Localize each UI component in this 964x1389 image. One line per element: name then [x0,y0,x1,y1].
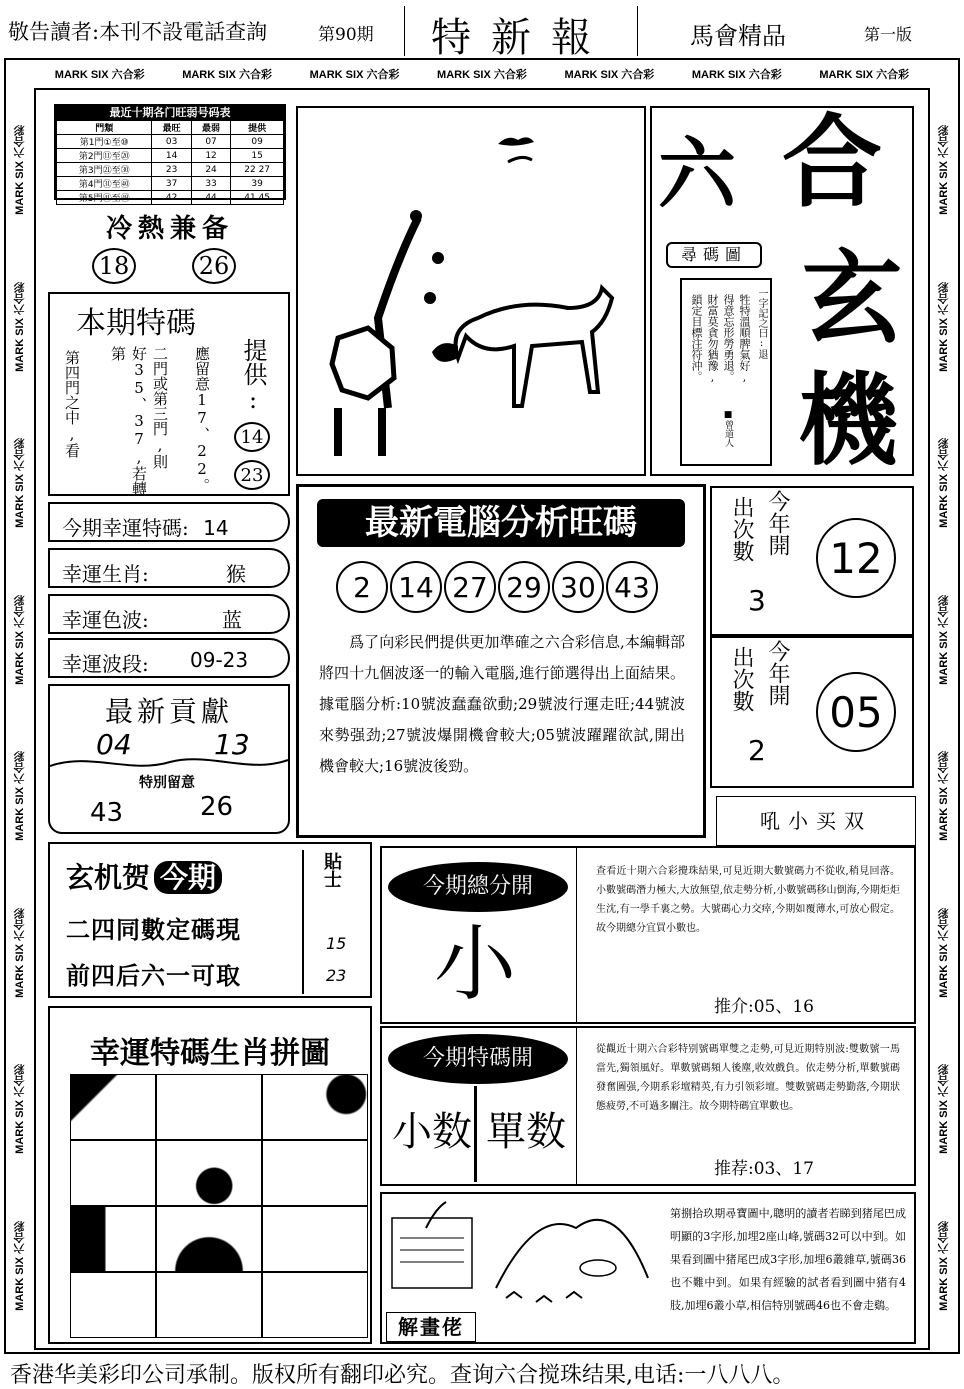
strip-text: MARK SIX 六合彩 [54,69,145,81]
solve-picture-label: 解畫佬 [386,1312,476,1342]
puzzle-tile [156,1272,262,1338]
year-count-a-count: 3 [748,584,766,617]
strip-text: MARK SIX 六合彩 [14,1220,26,1311]
frame-strip-right [932,92,956,1344]
scroll-line-4: 鎖定目標注符沖。 [690,294,703,382]
total-big-char: 小 [434,917,517,1012]
computer-ball: 30 [552,561,604,613]
strip-text: MARK SIX 六合彩 [564,69,655,81]
puzzle-tile [156,1140,262,1206]
lucky-zodiac-row [48,548,290,588]
strip-text: MARK SIX 六合彩 [14,281,26,372]
lucky-range-row [48,638,290,678]
issue-number: 第90期 [318,25,374,45]
strip-text: MARK SIX 六合彩 [938,594,950,685]
year-count-b-number: 05 [816,672,896,752]
table-header: 門類 [57,121,152,135]
year-count-b-count: 2 [748,734,766,767]
total-recommend: 推介:05、16 [714,997,814,1017]
goat-illustration-icon [298,108,644,474]
special-code-title: 本期特碼 [76,306,196,341]
year-count-a-col1: 出次數 [729,496,754,562]
big-char-ji: 機 [798,361,898,479]
special-code-provide: 提供: [239,338,267,414]
year-count-box-b [710,636,914,788]
strip-text: MARK SIX 六合彩 [14,438,26,529]
special-code-box [48,292,290,496]
contribution-box [48,684,290,834]
footer-text: 香港华美彩印公司承制。版权所有翻印必究。查询六合搅珠结果,电话:一八八八。 [10,1363,795,1388]
edition-label: 第一版 [864,25,913,44]
scroll-signature: ■曾道人 [723,410,733,447]
frame-strip-left [8,92,32,1344]
lucky-range-value: 09-23 [190,648,249,672]
special-code-col4: 應留意17、22。 [193,346,211,493]
table-header: 提供 [231,121,284,135]
strip-text: MARK SIX 六合彩 [182,69,273,81]
puzzle-tile [156,1206,262,1272]
lucky-color-label: 幸運色波: [62,608,149,632]
strip-text: MARK SIX 六合彩 [14,751,26,842]
xuanji-tip-number-1: 15 [326,934,347,953]
cold-hot-title: 冷熱兼备 [105,214,234,244]
scroll-line-1: 牲特溫順脾氣好, [738,294,751,384]
table-row: 第5門㊶至㊾ 42 44 41 45 [57,191,284,205]
lucky-number-row [48,502,290,542]
puzzle-tile [70,1206,156,1272]
contribution-number-4: 26 [200,792,234,822]
strip-text: MARK SIX 六合彩 [691,69,782,81]
xuanji-tip-number-2: 23 [326,966,347,985]
zodiac-puzzle-title: 幸運特碼生肖拼圖 [90,1036,330,1071]
special-code-col1: 第四門之中,看 [63,350,81,458]
xuanji-divider [302,850,304,994]
scroll-line-2: 得意忘形勞勇退。 [722,294,735,382]
xuanji-tip-label: 貼士 [321,852,342,888]
cold-hot-number-1: 18 [92,248,136,284]
strip-text: MARK SIX 六合彩 [14,1064,26,1155]
xuanji-box [48,842,372,998]
puzzle-tile [156,1074,262,1140]
special-code-col3: 二門或第三門,則 [151,346,169,469]
table-row: 第3門㉑至㉚ 23 24 22 27 [57,163,284,177]
special-code-number-2: 23 [234,460,270,490]
table-header: 最旺 [152,121,191,135]
table-row: 第4門㉛至㊵ 37 33 39 [57,177,284,191]
big-char-xuan: 玄 [802,239,902,357]
solve-picture-section [380,1192,916,1344]
computer-ball: 43 [606,561,658,613]
hot-cold-table-box [54,104,286,204]
puzzle-tile [262,1206,368,1272]
total-label: 今期總分開 [388,862,568,912]
special-open-divider [576,1028,577,1184]
hot-cold-table [56,120,284,205]
strip-text: MARK SIX 六合彩 [309,69,400,81]
puzzle-tile [262,1140,368,1206]
strip-text: MARK SIX 六合彩 [938,751,950,842]
scroll-title: 一字記之曰:退 [756,288,767,359]
wave-divider [50,752,288,774]
table-header: 最弱 [191,121,230,135]
special-open-recommend: 推荐:03、17 [714,1159,814,1179]
contribution-title: 最新貢獻 [104,695,233,728]
year-count-b-col2: 今年開 [765,640,790,706]
table-title: 最近十期各门旺弱号码表 [56,106,284,120]
special-code-col2: 好35、37,若轉第 [109,346,148,496]
total-divider [576,848,577,1022]
special-open-text: 從觀近十期六合彩特别號碼單雙之走勢,可見近期特別波:雙數號一馬當先,獨領風好。單數號碼頻人後塵,收效戲負。依走勢分析,單數號碼發奮圖强,今期系彩壇精英,有力引领彩壇。雙數號碼走勢勤落,今期狀態疲勞,不可過多關注。故今期特碼宜單數也。 [596,1044,900,1112]
header-bar [0,0,964,61]
computer-ball: 29 [498,561,550,613]
puzzle-tile [262,1074,368,1140]
xuanji-line-1: 二四同數定碼現 [66,915,241,944]
frame-strip-top [36,62,928,86]
computer-ball-row [335,561,675,613]
paper-title: 特新報 [404,6,638,56]
strip-text: MARK SIX 六合彩 [14,125,26,216]
lucky-number-value: 14 [203,516,229,540]
puzzle-tile [70,1074,156,1140]
cold-hot-number-2: 26 [192,248,236,284]
seek-code-label: 尋碼圖 [666,242,762,268]
special-open-big-1: 小数 [392,1109,472,1155]
lucky-zodiac-label: 幸運生肖: [62,562,149,586]
scroll-line-3: 財富莫貪勿猶豫, [706,294,719,384]
strip-text: MARK SIX 六合彩 [938,1220,950,1311]
lucky-color-value: 蓝 [222,608,242,632]
strip-text: MARK SIX 六合彩 [14,907,26,998]
year-count-a-col2: 今年開 [765,490,790,556]
special-open-label: 今期特碼開 [388,1034,568,1084]
strip-text: MARK SIX 六合彩 [14,594,26,685]
table-row: 第2門⑪至⑳ 14 12 15 [57,149,284,163]
goat-art-panel [296,106,646,476]
contribution-number-2: 13 [214,728,250,761]
special-attention-label: 特別留意 [139,775,195,791]
small-double-text: 吼小买双 [760,809,872,833]
year-count-box-a [710,486,914,636]
strip-text: MARK SIX 六合彩 [938,1064,950,1155]
reader-notice: 敬告讀者:本刊不設電話查詢 [8,20,268,44]
computer-analysis-box [296,484,706,838]
treasure-map-illustration-icon [386,1198,656,1308]
strip-text: MARK SIX 六合彩 [938,125,950,216]
zodiac-puzzle-box [48,1006,372,1344]
computer-analysis-text: 爲了向彩民們提供更加準確之六合彩信息,本編輯部將四十九個波逐一的輸入電腦,進行節選得出上面結果。據電腦分析:10號波蠢蠢欲動;29號波行運走旺;44號波來勢强劲;27號波爆開機會較大;05號波躍躍欲試,開出機會較大;16號波後勁。 [319,633,685,775]
year-count-a-number: 12 [816,518,896,598]
computer-analysis-title: 最新電腦分析旺碼 [317,499,685,547]
special-code-number-1: 14 [234,422,270,452]
paper-subtitle: 馬會精品 [690,22,786,50]
contribution-number-3: 43 [90,798,124,828]
xuanji-line-2: 前四后六一可取 [66,961,241,990]
year-count-b-col1: 出次數 [729,646,754,712]
special-open-big-2: 單数 [486,1109,566,1155]
lucky-zodiac-value: 猴 [226,562,246,586]
total-text: 查看近十期六合彩攪珠結果,可見近期大數號碼力不從收,稍見回落。小數號碼潛力極大,大放無望,依走勢分析,小數號碼移山倒海,今期炬炬生沈,有一學千裏之勢。大號碼心力交瘁,今期如覆薄水,可放心假定。故今期總分宜買小數也。 [596,866,900,934]
table-row: 第1門①至⑩ 03 07 09 [57,135,284,149]
special-open-section [380,1026,916,1186]
computer-ball: 2 [336,561,388,613]
strip-text: MARK SIX 六合彩 [938,907,950,998]
puzzle-tile [262,1272,368,1338]
computer-ball: 14 [390,561,442,613]
small-double-header [716,796,916,846]
scroll-box [680,278,772,466]
puzzle-tile [70,1140,156,1206]
strip-text: MARK SIX 六合彩 [437,69,527,81]
strip-text: MARK SIX 六合彩 [938,438,950,529]
solve-picture-text: 第捌拾玖期尋寶圖中,聰明的讀者若睇到猪尾巴成明顯的3字形,加埋2座山峰,號碼32可以中到。如果看到圖中猪尾巴成3字形,加埋6叢雜草,號碼36也不難中到。如果有經驗的試者看到圖中猪有4肢,加埋6叢小草,相信特別號碼46也不會走鷄。 [670,1207,906,1312]
lucky-color-row [48,594,290,634]
puzzle-tile [70,1272,156,1338]
computer-ball: 27 [444,561,496,613]
big-char-he: 合 [782,103,882,221]
lucky-range-label: 幸運波段: [62,652,149,676]
xuanji-title: 玄机贺 今期 [66,856,222,896]
big-char-liu: 六 [658,129,737,220]
special-open-vertical-bar [474,1086,477,1182]
xuanji-title-highlight: 今期 [154,861,222,894]
contribution-number-1: 04 [96,728,132,761]
total-section [380,846,916,1024]
strip-text: MARK SIX 六合彩 [819,69,910,81]
liuhe-xuanji-panel [650,103,914,479]
lucky-number-label: 今期幸運特碼: [62,516,189,540]
strip-text: MARK SIX 六合彩 [938,281,950,372]
